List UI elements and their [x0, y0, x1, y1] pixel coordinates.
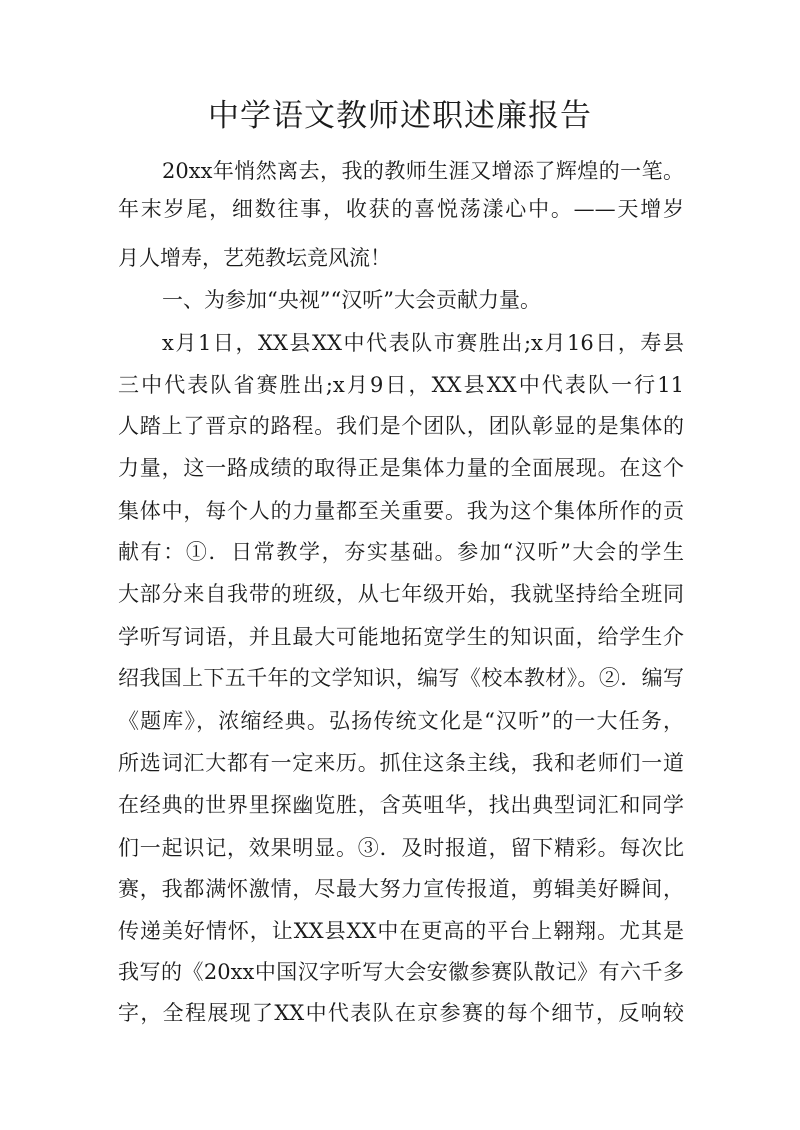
- paragraph-line: 学听写词语，并且最大可能地拓宽学生的知识面，给学生介: [118, 625, 684, 649]
- paragraph-line: 20xx年悄然离去，我的教师生涯又增添了辉煌的一笔。: [162, 159, 684, 183]
- paragraph-line: 三中代表队省赛胜出;x月9日，XX县XX中代表队一行11: [118, 373, 684, 397]
- paragraph-line: 传递美好情怀，让XX县XX中在更高的平台上翱翔。尤其是: [118, 919, 684, 943]
- paragraph-line: 字，全程展现了XX中代表队在京参赛的每个细节，反响较: [118, 1001, 684, 1025]
- paragraph-line: x月1日，XX县XX中代表队市赛胜出;x月16日，寿县: [162, 331, 684, 355]
- document-title: 中学语文教师述职述廉报告: [208, 98, 592, 134]
- paragraph-line: 月人增寿，艺苑教坛竞风流！: [118, 246, 391, 270]
- paragraph-line: 《题库》，浓缩经典。弘扬传统文化是“汉听”的一大任务，: [118, 709, 684, 733]
- paragraph-line: 集体中，每个人的力量都至关重要。我为这个集体所作的贡: [118, 499, 684, 523]
- paragraph-line: 赛，我都满怀激情，尽最大努力宣传报道，剪辑美好瞬间，: [118, 877, 684, 901]
- paragraph-line: 绍我国上下五千年的文学知识，编写《校本教材》。②．编写: [118, 666, 684, 690]
- paragraph-line: 力量，这一路成绩的取得正是集体力量的全面展现。在这个: [118, 456, 684, 480]
- paragraph-line: 我写的《20xx中国汉字听写大会安徽参赛队散记》有六千多: [118, 960, 684, 984]
- paragraph-line: 人踏上了晋京的路程。我们是个团队，团队彰显的是集体的: [118, 414, 684, 438]
- paragraph-line: 所选词汇大都有一定来历。抓住这条主线，我和老师们一道: [118, 751, 684, 775]
- paragraph-line: 献有：①．日常教学，夯实基础。参加“汉听”大会的学生: [118, 540, 684, 564]
- paragraph-line: 大部分来自我带的班级，从七年级开始，我就坚持给全班同: [118, 582, 684, 606]
- paragraph-line: 在经典的世界里探幽览胜，含英咀华，找出典型词汇和同学: [118, 793, 684, 817]
- section-heading: 一、为参加“央视”“汉听”大会贡献力量。: [162, 288, 541, 312]
- paragraph-line: 年末岁尾，细数往事，收获的喜悦荡漾心中。——天增岁: [118, 197, 684, 221]
- paragraph-line: 们一起识记，效果明显。③．及时报道，留下精彩。每次比: [118, 836, 684, 860]
